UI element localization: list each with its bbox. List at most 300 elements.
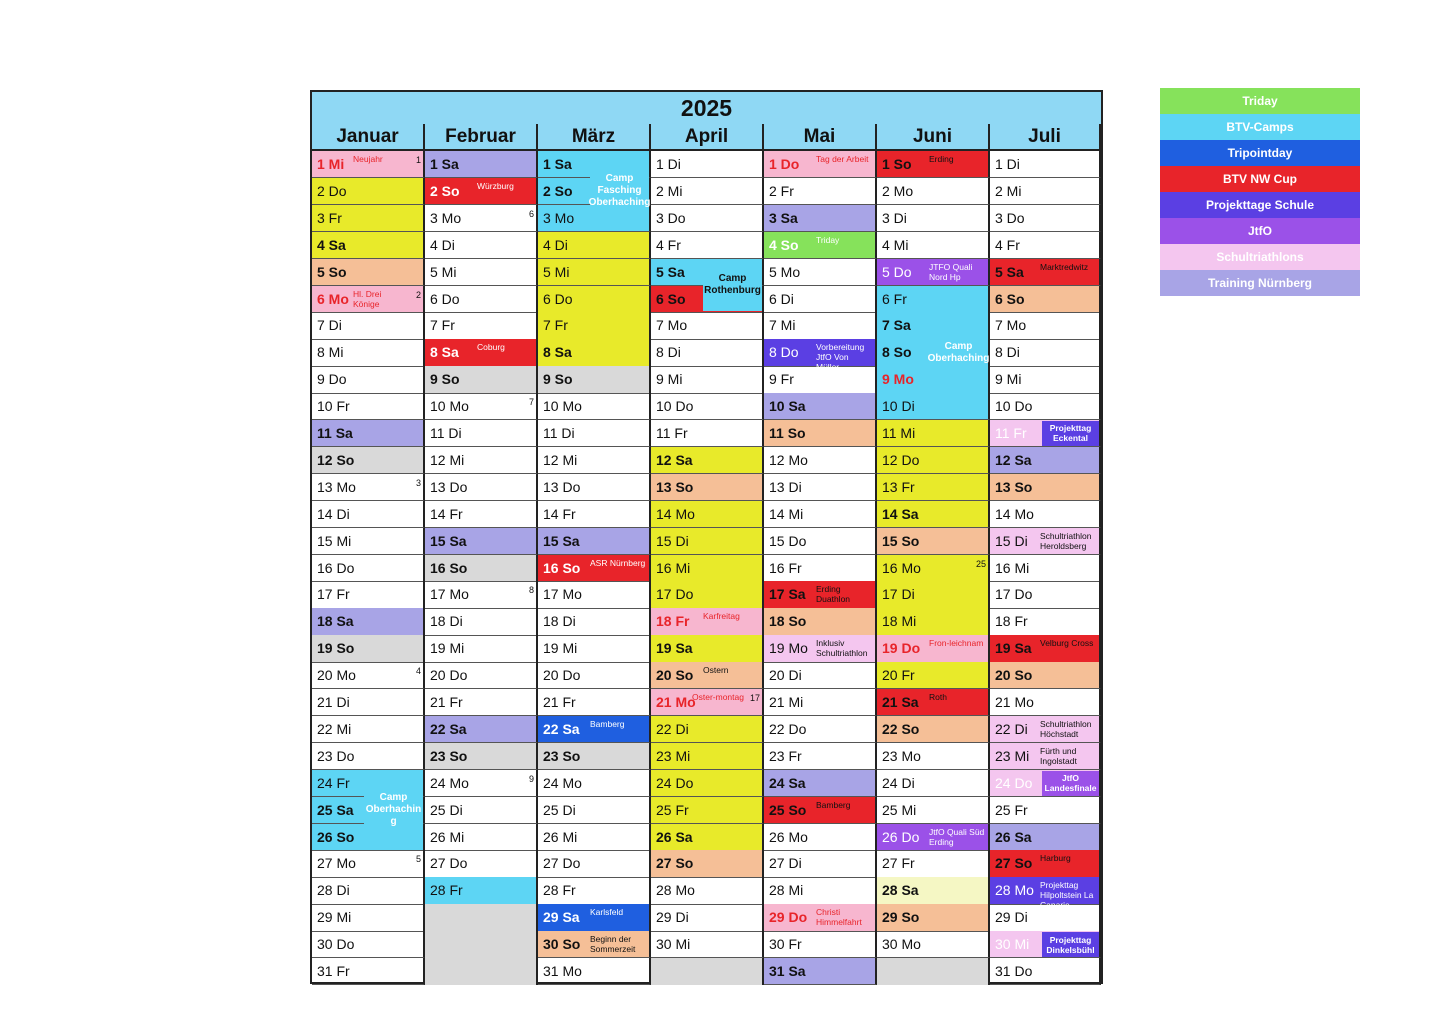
day-label: 21 Mi [769,694,804,710]
day-label: 22 Mi [317,720,352,737]
day-label: 14 Fr [430,505,463,522]
event-label: Harburg [1040,853,1071,864]
day-label: 5 Mi [430,263,457,280]
day-cell [651,366,764,393]
day-label: 20 So [995,667,1033,684]
day-cell [990,877,1101,911]
day-label: 21 Mo [656,694,696,710]
day-label: 12 Mi [430,451,465,468]
week-number: 7 [528,397,534,408]
day-cell [877,178,990,205]
day-cell [764,366,877,393]
day-label: 3 Fr [317,209,342,226]
day-label: 14 Mo [995,505,1034,522]
day-label: 16 Do [317,559,355,576]
week-number: 25 [975,558,986,569]
day-cell [990,635,1101,662]
empty-days [651,958,764,985]
day-label: 25 Fr [656,801,689,818]
day-label: 4 Mi [882,236,909,253]
day-cell [651,205,764,232]
day-label: 5 Sa [656,263,685,280]
day-label: 9 Fr [769,371,794,388]
event-label: Vorbereitung JtfO Von Müller [816,342,865,373]
day-label: 19 Sa [995,640,1032,657]
day-label: 18 Di [543,613,576,630]
day-label: 10 Fr [317,398,350,415]
day-label: 11 Sa [317,425,353,441]
month-header: Januar [312,124,425,151]
day-cell [425,635,538,662]
event-overlay: Camp Rothenburg [703,260,762,312]
day-label: 3 Mo [430,209,462,226]
day-cell [990,797,1101,824]
day-cell [312,420,425,447]
day-cell [877,420,990,447]
day-cell [312,474,425,501]
day-label: 1 Do [769,156,800,172]
day-cell [877,635,990,662]
day-cell [425,797,538,824]
event-label: Tag der Arbeit [816,154,869,164]
day-cell [651,447,764,474]
day-cell [651,824,764,851]
day-cell [764,312,877,339]
day-cell [425,339,538,366]
day-cell [425,501,538,528]
day-label: 21 Sa [882,694,919,710]
event-label: Bamberg [590,718,625,729]
day-label: 11 Fr [995,425,1027,441]
day-cell [312,581,425,608]
day-cell [877,501,990,528]
event-label: Roth [929,692,947,702]
day-cell [651,877,764,904]
day-label: 24 Mo [430,774,469,791]
day-cell [425,151,538,178]
day-cell [312,393,425,420]
day-label: 31 Do [995,963,1033,979]
day-cell [764,958,877,985]
day-cell [764,420,877,447]
day-label: 13 Di [769,478,802,495]
day-label: 31 Fr [317,963,350,979]
day-cell [877,662,990,689]
day-cell [990,904,1101,931]
day-cell [651,393,764,420]
day-cell [990,662,1101,689]
day-cell [651,770,764,797]
week-number: 6 [528,208,534,219]
day-cell [425,420,538,447]
day-cell [312,447,425,474]
day-cell [425,259,538,286]
day-label: 29 Di [995,909,1028,926]
day-cell [538,501,651,528]
day-cell [538,904,651,931]
day-cell [312,205,425,232]
day-cell [425,743,538,770]
day-label: 9 So [430,371,460,388]
day-cell [538,393,651,420]
day-label: 9 Do [317,371,347,388]
day-label: 18 Sa [317,613,354,630]
event-label: Ostern [703,665,729,676]
day-label: 30 Mi [995,936,1030,953]
day-label: 14 Sa [882,505,919,522]
day-label: 4 Sa [317,236,346,253]
day-cell [312,259,425,286]
day-label: 24 Fr [317,774,350,791]
day-label: 16 Mi [656,559,691,576]
event-label: Hl. Drei Könige [353,288,382,309]
day-label: 4 Di [543,236,568,253]
legend-item: Tripointday [1160,140,1360,166]
day-cell [764,528,877,555]
day-cell [538,797,651,824]
day-label: 10 Sa [769,398,806,415]
day-cell [538,581,651,608]
day-cell [990,824,1101,851]
day-label: 6 Fr [882,290,907,307]
day-label: 25 Sa [317,801,354,818]
month-header: April [651,124,764,151]
day-label: 4 So [769,236,799,253]
day-cell [312,366,425,393]
day-label: 29 Mi [317,909,352,926]
legend-item: BTV NW Cup [1160,166,1360,192]
day-label: 13 Do [430,478,468,495]
day-label: 20 Do [430,667,468,684]
event-label: Erding Duathlon [816,584,851,605]
day-cell [312,850,425,877]
calendar-grid [310,90,1103,984]
day-label: 6 Mo [317,290,349,307]
day-cell [538,286,651,313]
day-cell [877,447,990,474]
legend-item: BTV-Camps [1160,114,1360,140]
day-cell [764,662,877,689]
day-cell [312,662,425,689]
day-cell [877,716,990,743]
day-cell [764,501,877,528]
day-label: 21 Mo [995,694,1034,710]
day-cell [990,501,1101,528]
day-label: 22 So [882,720,920,737]
day-cell [877,474,990,501]
day-label: 3 Sa [769,209,798,226]
day-label: 27 Fr [882,855,915,872]
day-label: 5 So [317,263,347,280]
day-cell [538,958,651,985]
month-header: März [538,124,651,151]
day-cell [538,770,651,797]
day-cell [764,877,877,904]
day-label: 9 Mi [656,371,683,388]
day-cell [990,286,1101,313]
day-label: 20 So [656,667,694,684]
day-cell [425,689,538,716]
day-label: 6 Do [543,290,573,307]
day-label: 5 Mo [769,263,801,280]
day-label: 24 Di [882,774,915,791]
day-label: 10 Mo [430,398,469,415]
event-overlay: Camp Oberhachin g [364,771,423,850]
empty-days [425,904,538,985]
day-label: 1 Sa [430,156,459,172]
month-header: Mai [764,124,877,151]
day-label: 29 Di [656,909,689,926]
day-cell [538,850,651,877]
day-label: 12 Mo [769,451,808,468]
day-cell [877,931,990,958]
day-cell [312,312,425,339]
day-label: 24 Do [656,774,694,791]
day-cell [425,877,538,904]
day-cell [990,178,1101,205]
year-title: 2025 [312,92,1101,126]
event-overlay: Camp Oberhaching [929,287,988,420]
week-number: 8 [528,585,534,596]
day-label: 30 Mo [882,936,921,953]
event-label: Coburg [477,342,505,353]
day-cell [764,205,877,232]
day-cell [764,178,877,205]
day-label: 14 Di [317,505,350,522]
event-label: Oster-montag [692,692,744,702]
day-cell [764,393,877,420]
day-label: 3 Di [882,209,907,226]
day-label: 30 Mi [656,936,691,953]
day-cell [425,662,538,689]
event-label: Würzburg [477,180,514,191]
day-cell [651,501,764,528]
day-cell [538,339,651,366]
week-number: 9 [528,773,534,784]
day-cell [538,259,651,286]
day-label: 20 Do [543,667,581,684]
day-cell [990,312,1101,339]
day-label: 17 Mo [430,586,469,603]
day-label: 25 Mi [882,801,917,818]
day-cell [764,286,877,313]
day-label: 7 Mi [769,317,796,334]
day-cell [877,743,990,770]
day-label: 18 Di [430,613,463,630]
day-cell [764,232,877,259]
day-cell [651,931,764,958]
day-label: 9 Mo [882,371,914,388]
day-cell [877,904,990,931]
day-label: 3 Do [656,209,686,226]
day-cell [538,312,651,339]
event-label: Triday [816,234,840,245]
event-label: Projekttag Hilpoltstein La Canarie [1040,880,1094,911]
event-label: Fürth und Ingolstadt [1040,745,1077,766]
day-label: 15 Di [656,532,689,549]
month-header: Februar [425,124,538,151]
day-label: 20 Mo [317,667,356,684]
week-number: 3 [415,477,421,488]
day-label: 2 Do [317,182,347,199]
day-cell [312,339,425,366]
day-label: 16 Mo [882,559,921,576]
event-label: Marktredwitz [1040,261,1089,272]
day-cell [877,581,990,608]
legend-item: Triday [1160,88,1360,114]
day-label: 1 Mi [317,156,345,172]
day-cell [538,662,651,689]
day-label: 7 Fr [543,317,568,334]
day-cell [312,608,425,635]
day-cell [877,608,990,635]
day-cell [764,743,877,770]
day-cell [538,608,651,635]
day-label: 7 Di [317,317,342,334]
day-label: 27 Di [769,855,802,872]
day-label: 14 Mi [769,505,804,522]
day-label: 26 Mi [430,828,465,845]
day-cell [990,716,1101,743]
event-label: Bamberg [816,799,851,810]
day-label: 1 So [882,156,912,172]
day-cell [764,259,877,286]
day-cell [312,877,425,904]
day-cell [877,824,990,851]
event-label: Christi Himmelfahrt [816,907,862,928]
day-cell [312,286,425,313]
day-cell [651,178,764,205]
day-cell [990,205,1101,232]
day-cell [877,151,990,178]
day-cell [538,555,651,582]
day-cell [764,581,877,608]
day-cell [651,474,764,501]
day-label: 2 So [430,182,460,199]
day-cell [651,555,764,582]
month-header: Juni [877,124,990,151]
day-label: 31 Mo [543,963,582,979]
event-overlay: Camp Fasching Oberhaching [590,152,649,231]
day-cell [312,151,425,178]
day-cell [651,689,764,716]
day-label: 28 Mi [769,882,804,899]
day-cell [651,662,764,689]
day-label: 8 Sa [543,344,572,361]
day-cell [764,797,877,824]
day-cell [538,824,651,851]
day-label: 5 Sa [995,263,1024,280]
day-cell [764,904,877,931]
day-cell [764,339,877,373]
day-cell [312,904,425,931]
day-label: 8 Do [769,344,799,361]
day-cell [425,474,538,501]
day-cell [764,608,877,635]
day-cell [651,528,764,555]
day-label: 28 Fr [543,882,576,899]
event-label: Erding [929,154,954,164]
day-label: 13 So [995,478,1033,495]
day-label: 25 Di [430,801,463,818]
day-cell [425,581,538,608]
day-label: 26 Do [882,828,920,845]
day-label: 6 Do [430,290,460,307]
day-label: 8 Sa [430,344,459,361]
day-cell [764,555,877,582]
day-cell [764,716,877,743]
day-cell [538,366,651,393]
day-cell [651,151,764,178]
event-label: Karfreitag [703,611,740,622]
day-cell [538,447,651,474]
event-overlay: Projekttag Eckental [1042,421,1099,446]
day-cell [312,743,425,770]
day-label: 12 So [317,451,355,468]
day-label: 2 Mi [995,182,1022,199]
day-cell [312,232,425,259]
day-cell [538,528,651,555]
day-label: 26 So [317,828,355,845]
day-cell [538,743,651,770]
day-cell [425,608,538,635]
day-label: 25 Fr [995,801,1028,818]
event-label: JTFO Quali Nord Hp [929,261,973,282]
day-cell [425,205,538,232]
day-label: 18 Mi [882,613,917,630]
day-cell [425,716,538,743]
day-cell [651,339,764,366]
day-label: 13 Fr [882,478,915,495]
day-cell [312,689,425,716]
day-label: 17 Sa [769,586,806,603]
day-label: 22 Di [656,720,689,737]
day-label: 13 Mo [317,478,356,495]
event-label: Beginn der Sommerzeit [590,934,636,955]
day-cell [312,958,425,985]
day-label: 4 Fr [995,236,1020,253]
day-label: 17 Fr [317,586,350,603]
day-label: 6 So [995,290,1025,307]
day-cell [651,608,764,635]
day-cell [425,824,538,851]
day-cell [538,689,651,716]
event-label: Fron-leichnam [929,638,984,649]
day-label: 29 Do [769,909,808,926]
day-cell [538,877,651,904]
day-cell [990,528,1101,555]
day-label: 22 Do [769,720,807,737]
day-label: 12 Sa [656,451,693,468]
day-cell [312,555,425,582]
day-label: 3 Mo [543,209,575,226]
day-cell [425,393,538,420]
day-label: 16 Fr [769,559,802,576]
day-cell [538,931,651,958]
day-label: 11 So [769,425,806,441]
day-label: 16 Mi [995,559,1030,576]
day-label: 14 Mo [656,505,695,522]
day-label: 21 Di [317,694,350,710]
day-label: 19 Mi [430,640,465,657]
day-label: 15 Sa [543,532,580,549]
day-label: 11 Fr [656,425,688,441]
day-label: 15 So [882,532,920,549]
day-label: 20 Fr [882,667,915,684]
day-label: 1 Di [656,156,681,172]
day-label: 27 So [656,855,694,872]
event-label: ASR Nürnberg [590,557,646,568]
